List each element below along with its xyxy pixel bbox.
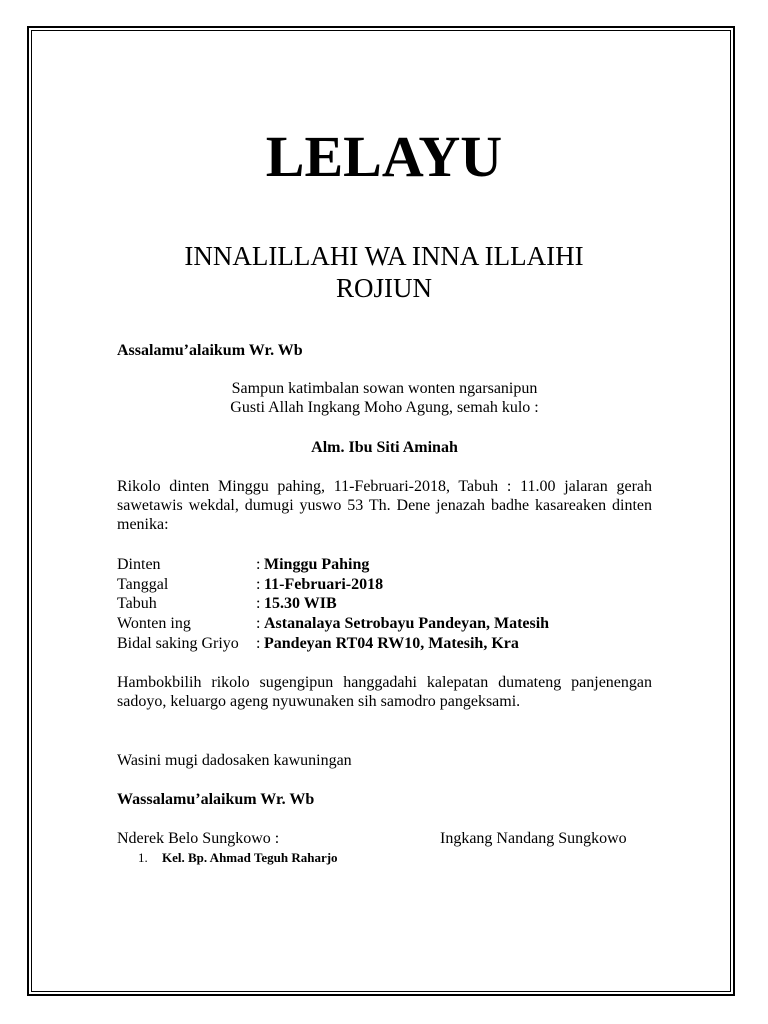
detail-separator: :	[256, 635, 261, 652]
detail-separator: :	[256, 576, 261, 593]
announcement	[117, 379, 652, 417]
detail-row-wonten	[117, 614, 549, 633]
detail-value: 15.30 WIB	[264, 595, 337, 612]
detail-label: Tanggal	[117, 576, 169, 593]
detail-row-dinten	[117, 555, 369, 574]
closing: Wassalamu’alaikum Wr. Wb	[117, 791, 315, 808]
subtitle-line-1: INNALILLAHI WA INNA ILLAIHI	[184, 241, 584, 271]
detail-row-bidal	[117, 634, 519, 653]
detail-value: 11-Februari-2018	[264, 576, 384, 593]
greeting: Assalamu’alaikum Wr. Wb	[117, 342, 303, 359]
notice: Wasini mugi dadosaken kawuningan	[117, 752, 352, 769]
detail-row-tanggal	[117, 575, 383, 594]
document-title: LELAYU	[265, 124, 503, 189]
apology-paragraph: Hambokbilih rikolo sugengipun hanggadahi kalepatan dumateng panjenengan sadoyo, keluargo ageng nyuwunaken sih samodro pangeksami.	[117, 674, 652, 710]
deceased-name: Alm. Ibu Siti Aminah	[311, 439, 458, 456]
announcement-line-1: Sampun katimbalan sowan wonten ngarsanipun	[231, 380, 538, 397]
mourner-number: 1.	[138, 850, 148, 865]
mourner-name: Kel. Bp. Ahmad Teguh Raharjo	[162, 850, 338, 865]
subtitle	[0, 240, 768, 304]
detail-label: Wonten ing	[117, 615, 191, 632]
detail-value: Pandeyan RT04 RW10, Matesih, Kra	[264, 635, 519, 652]
detail-label: Dinten	[117, 556, 161, 573]
detail-label: Bidal saking Griyo	[117, 635, 239, 652]
detail-value: Astanalaya Setrobayu Pandeyan, Matesih	[264, 615, 550, 632]
death-paragraph: Rikolo dinten Minggu pahing, 11-Februari-2018, Tabuh : 11.00 jalaran gerah sawetawis wekdal, dumugi yuswo 53 Th. Dene jenazah badhe kasareaken dinten menika:	[117, 478, 652, 533]
detail-separator: :	[256, 556, 261, 573]
detail-separator: :	[256, 615, 261, 632]
mourner-list-item	[138, 850, 338, 866]
signature-left: Nderek Belo Sungkowo :	[117, 830, 280, 847]
detail-row-tabuh	[117, 594, 337, 613]
detail-separator: :	[256, 595, 261, 612]
subtitle-line-2: ROJIUN	[335, 273, 432, 303]
detail-value: Minggu Pahing	[264, 556, 370, 573]
announcement-line-2: Gusti Allah Ingkang Moho Agung, semah kulo :	[230, 399, 539, 416]
signature-right: Ingkang Nandang Sungkowo	[440, 830, 627, 847]
detail-label: Tabuh	[117, 595, 157, 612]
